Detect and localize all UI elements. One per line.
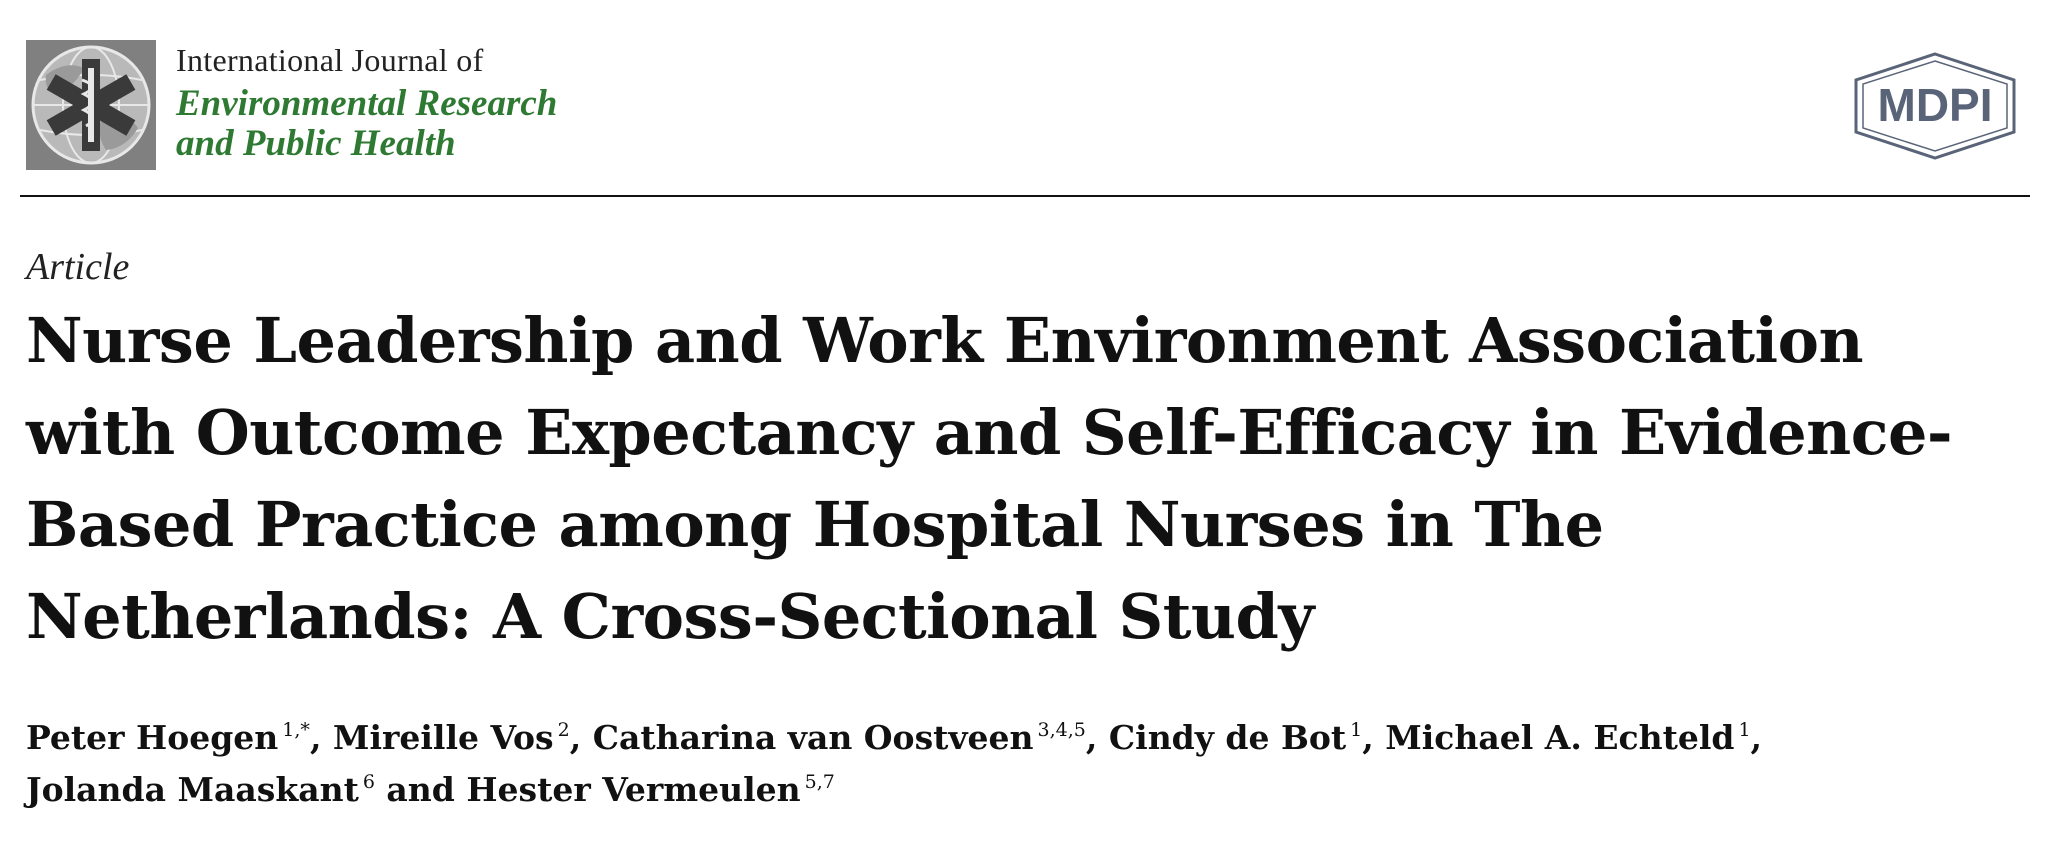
author-name: Mireille Vos bbox=[332, 718, 554, 757]
author-affiliation-marker: 2 bbox=[557, 719, 570, 741]
author-separator: , bbox=[1750, 718, 1763, 757]
author-affiliation-marker: 1,* bbox=[282, 719, 310, 741]
author-name: Cindy de Bot bbox=[1108, 718, 1347, 757]
author-separator: and bbox=[374, 770, 467, 809]
header-divider bbox=[20, 195, 2030, 197]
publisher-name: MDPI bbox=[1877, 79, 1993, 131]
journal-name-line2: Environmental Research bbox=[176, 83, 558, 124]
author-name: Jolanda Maaskant bbox=[26, 770, 359, 809]
author-separator: , bbox=[569, 718, 593, 757]
author-affiliation-marker: 6 bbox=[362, 771, 375, 793]
journal-name bbox=[176, 44, 557, 164]
journal-name-line3: and Public Health bbox=[176, 123, 456, 164]
author-affiliation-marker: 3,4,5 bbox=[1037, 719, 1086, 741]
globe-star-of-life-icon bbox=[26, 40, 156, 170]
article-type-label: Article bbox=[26, 246, 130, 288]
article-title: Nurse Leadership and Work Environment Association with Outcome Expectancy and Self-Efficacy in Evidence-Based Practice among Hospital Nurses in The Netherlands: A Cross-Sectional Study bbox=[26, 304, 1953, 653]
author-affiliation-marker: 5,7 bbox=[804, 771, 835, 793]
author-affiliation-marker: 1 bbox=[1350, 719, 1363, 741]
author-name: Hester Vermeulen bbox=[466, 770, 801, 809]
author-name: Catharina van Oostveen bbox=[592, 718, 1034, 757]
mdpi-hexagon-logo bbox=[1850, 50, 2020, 162]
page-header bbox=[0, 0, 2050, 196]
author-separator: , bbox=[1085, 718, 1109, 757]
journal-name-line1: International Journal of bbox=[176, 42, 484, 78]
author-name: Peter Hoegen bbox=[26, 718, 279, 757]
author-separator: , bbox=[1362, 718, 1386, 757]
author-name: Michael A. Echteld bbox=[1385, 718, 1735, 757]
author-separator: , bbox=[309, 718, 333, 757]
author-affiliation-marker: 1 bbox=[1738, 719, 1751, 741]
author-list bbox=[26, 712, 1976, 816]
